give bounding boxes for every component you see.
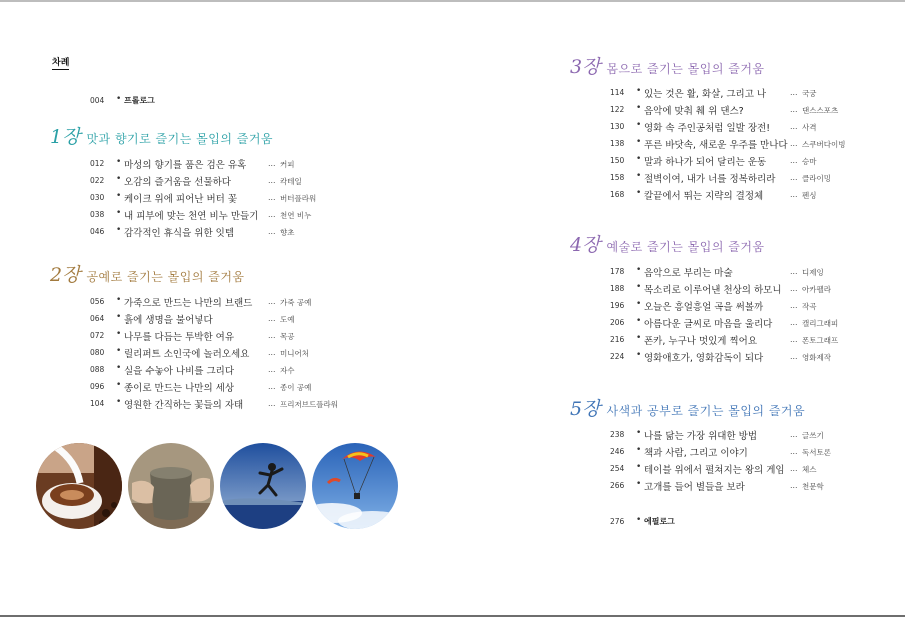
leader: … xyxy=(790,301,798,310)
entry-title: 마성의 향기를 품은 검은 유혹 xyxy=(124,160,247,171)
toc-entry[interactable] xyxy=(610,445,870,459)
chapter-title: 몸으로 즐기는 몰입의 즐거움 xyxy=(606,62,765,76)
bullet: • xyxy=(636,350,642,360)
entry-title: 테이블 위에서 펼쳐지는 왕의 게임 xyxy=(644,465,785,476)
toc-entry[interactable] xyxy=(610,333,870,347)
leader: … xyxy=(790,190,798,199)
entry-title: 프롤로그 xyxy=(124,96,155,105)
page-number: 158 xyxy=(610,173,625,182)
page-number: 030 xyxy=(90,193,105,202)
entry-tag: 버터플라워 xyxy=(280,194,317,203)
page-number: 276 xyxy=(610,517,625,526)
bullet: • xyxy=(116,346,122,356)
epilogue-entry[interactable] xyxy=(610,515,830,529)
leader: … xyxy=(268,382,276,391)
entry-title: 절벽이여, 내가 너를 정복하리라 xyxy=(644,174,776,185)
entry-tag: 목공 xyxy=(280,332,295,341)
bullet: • xyxy=(116,225,122,235)
leader: … xyxy=(790,88,798,97)
page-number: 216 xyxy=(610,335,625,344)
entry-tag: 캘리그래피 xyxy=(802,319,839,328)
toc-entry[interactable] xyxy=(90,174,350,188)
bullet: • xyxy=(636,333,642,343)
entry-tag: 디제잉 xyxy=(802,268,824,277)
entry-tag: 체스 xyxy=(802,465,817,474)
entry-tag: 미니어처 xyxy=(280,349,309,358)
chapter-number: 2장 xyxy=(50,264,81,286)
page-number: 104 xyxy=(90,399,105,408)
chapter-5-heading xyxy=(570,394,805,421)
coffee-photo xyxy=(36,443,122,529)
entry-tag: 영화제작 xyxy=(802,353,831,362)
entry-tag: 천문학 xyxy=(802,482,824,491)
bullet: • xyxy=(116,329,122,339)
chapter-number: 5장 xyxy=(570,398,601,420)
entry-title: 오늘은 흥얼흥얼 곡을 써볼까 xyxy=(644,302,764,313)
entry-title: 흙에 생명을 불어넣다 xyxy=(124,315,213,326)
entry-title: 내 피부에 맞는 천연 비누 만들기 xyxy=(124,211,259,222)
page-number: 138 xyxy=(610,139,625,148)
page-number: 266 xyxy=(610,481,625,490)
toc-entry[interactable] xyxy=(610,137,870,151)
leader: … xyxy=(790,335,798,344)
page-number: 004 xyxy=(90,96,105,105)
bullet: • xyxy=(636,282,642,292)
page-number: 056 xyxy=(90,297,105,306)
entry-title: 영원한 간직하는 꽃들의 자태 xyxy=(124,400,244,411)
entry-tag: 글쓰기 xyxy=(802,431,824,440)
bullet: • xyxy=(636,445,642,455)
leader: … xyxy=(268,399,276,408)
jumping-photo xyxy=(220,443,306,529)
page-number: 022 xyxy=(90,176,105,185)
entry-title: 고개를 들어 별들을 보라 xyxy=(644,482,745,493)
leader: … xyxy=(790,156,798,165)
bullet: • xyxy=(116,380,122,390)
toc-entry[interactable] xyxy=(90,346,350,360)
page-number: 168 xyxy=(610,190,625,199)
toc-entry[interactable] xyxy=(90,225,350,239)
entry-tag: 자수 xyxy=(280,366,295,375)
entry-tag: 승마 xyxy=(802,157,817,166)
bullet: • xyxy=(116,94,122,104)
page-number: 178 xyxy=(610,267,625,276)
toc-entry[interactable] xyxy=(610,479,870,493)
entry-tag: 작곡 xyxy=(802,302,817,311)
leader: … xyxy=(790,430,798,439)
chapter-1-heading xyxy=(50,122,273,149)
entry-title: 에필로그 xyxy=(644,517,675,526)
chapter-title: 예술로 즐기는 몰입의 즐거움 xyxy=(606,240,765,254)
toc-entry[interactable] xyxy=(610,299,870,313)
entry-tag: 천연 비누 xyxy=(280,211,312,220)
prologue-entry[interactable] xyxy=(90,94,310,108)
entry-tag: 프리저브드플라워 xyxy=(280,400,338,409)
toc-entry[interactable] xyxy=(610,120,870,134)
paragliding-photo xyxy=(312,443,398,529)
toc-entry[interactable] xyxy=(610,316,870,330)
leader: … xyxy=(268,176,276,185)
entry-title: 케이크 위에 피어난 버터 꽃 xyxy=(124,194,238,205)
entry-tag: 커피 xyxy=(280,160,295,169)
toc-entry[interactable] xyxy=(610,462,870,476)
toc-entry[interactable] xyxy=(90,295,350,309)
chapter-4-heading xyxy=(570,230,765,257)
toc-entry[interactable] xyxy=(90,208,350,222)
page-number: 130 xyxy=(610,122,625,131)
page-number: 038 xyxy=(90,210,105,219)
entry-tag: 댄스스포츠 xyxy=(802,106,839,115)
entry-tag: 국궁 xyxy=(802,89,817,98)
entry-title: 감각적인 휴식을 위한 잇템 xyxy=(124,228,235,239)
entry-tag: 스쿠버다이빙 xyxy=(802,140,846,149)
entry-title: 음악으로 부리는 마술 xyxy=(644,268,733,279)
entry-tag: 아카펠라 xyxy=(802,285,831,294)
toc-entry[interactable] xyxy=(90,363,350,377)
leader: … xyxy=(790,352,798,361)
bullet: • xyxy=(636,479,642,489)
leader: … xyxy=(790,318,798,327)
leader: … xyxy=(790,447,798,456)
entry-title: 나를 닮는 가장 위대한 방법 xyxy=(644,431,758,442)
page-number: 206 xyxy=(610,318,625,327)
page-number: 224 xyxy=(610,352,625,361)
leader: … xyxy=(268,314,276,323)
entry-tag: 독서토론 xyxy=(802,448,831,457)
page-number: 072 xyxy=(90,331,105,340)
toc-heading: 차례 xyxy=(52,55,69,70)
leader: … xyxy=(268,365,276,374)
bullet: • xyxy=(116,157,122,167)
toc-entry[interactable] xyxy=(90,312,350,326)
toc-entry[interactable] xyxy=(90,380,350,394)
leader: … xyxy=(268,297,276,306)
entry-title: 나무를 다듬는 투박한 여유 xyxy=(124,332,235,343)
bullet: • xyxy=(636,103,642,113)
entry-title: 영화 속 주인공처럼 일발 장전! xyxy=(644,123,771,134)
entry-title: 있는 것은 활, 화살, 그리고 나 xyxy=(644,89,767,100)
page-number: 080 xyxy=(90,348,105,357)
page-number: 088 xyxy=(90,365,105,374)
bullet: • xyxy=(116,174,122,184)
entry-title: 폰카, 누구나 멋있게 찍어요 xyxy=(644,336,758,347)
bullet: • xyxy=(636,171,642,181)
bottom-divider xyxy=(0,615,905,617)
toc-entry[interactable] xyxy=(610,282,870,296)
toc-entry[interactable] xyxy=(610,265,870,279)
bullet: • xyxy=(116,208,122,218)
leader: … xyxy=(268,331,276,340)
entry-title: 칼끝에서 뛰는 지략의 결정체 xyxy=(644,191,764,202)
chapter-number: 4장 xyxy=(570,234,601,256)
toc-entry[interactable] xyxy=(610,103,870,117)
toc-entry[interactable] xyxy=(610,188,870,202)
leader: … xyxy=(790,481,798,490)
leader: … xyxy=(790,122,798,131)
leader: … xyxy=(790,267,798,276)
chapter-title: 맛과 향기로 즐기는 몰입의 즐거움 xyxy=(86,132,274,146)
bullet: • xyxy=(116,191,122,201)
page-number: 188 xyxy=(610,284,625,293)
leader: … xyxy=(790,139,798,148)
entry-tag: 향초 xyxy=(280,228,295,237)
entry-title: 실을 수놓아 나비를 그리다 xyxy=(124,366,235,377)
page-number: 114 xyxy=(610,88,625,97)
chapter-number: 1장 xyxy=(50,126,81,148)
entry-title: 말과 하나가 되어 달리는 운동 xyxy=(644,157,767,168)
page-number: 064 xyxy=(90,314,105,323)
bullet: • xyxy=(636,265,642,275)
bullet: • xyxy=(636,462,642,472)
page-number: 238 xyxy=(610,430,625,439)
page-number: 254 xyxy=(610,464,625,473)
leader: … xyxy=(268,227,276,236)
entry-tag: 칵테일 xyxy=(280,177,302,186)
entry-title: 아름다운 글씨로 마음을 울리다 xyxy=(644,319,773,330)
top-divider xyxy=(0,0,905,2)
entry-title: 푸른 바닷속, 새로운 우주를 만나다 xyxy=(644,140,788,151)
chapter-3-heading xyxy=(570,52,765,79)
page-number: 122 xyxy=(610,105,625,114)
pottery-photo xyxy=(128,443,214,529)
entry-title: 가죽으로 만드는 나만의 브랜드 xyxy=(124,298,253,309)
page-number: 196 xyxy=(610,301,625,310)
page-number: 012 xyxy=(90,159,105,168)
chapter-number: 3장 xyxy=(570,56,601,78)
toc-entry[interactable] xyxy=(610,171,870,185)
toc-entry[interactable] xyxy=(90,157,350,171)
bullet: • xyxy=(116,363,122,373)
bullet: • xyxy=(636,316,642,326)
leader: … xyxy=(790,284,798,293)
toc-entry[interactable] xyxy=(90,397,350,411)
chapter-title: 공예로 즐기는 몰입의 즐거움 xyxy=(86,270,245,284)
bullet: • xyxy=(636,120,642,130)
bullet: • xyxy=(636,188,642,198)
toc-entry[interactable] xyxy=(610,350,870,364)
leader: … xyxy=(790,464,798,473)
entry-title: 책과 사람, 그리고 이야기 xyxy=(644,448,748,459)
entry-tag: 사격 xyxy=(802,123,817,132)
bullet: • xyxy=(636,428,642,438)
entry-title: 음악에 맞춰 췌 위 댄스? xyxy=(644,106,744,117)
bullet: • xyxy=(116,397,122,407)
entry-title: 릴리퍼트 소인국에 놀러오세요 xyxy=(124,349,250,360)
entry-tag: 가죽 공예 xyxy=(280,298,312,307)
entry-tag: 폰토그래프 xyxy=(802,336,839,345)
leader: … xyxy=(790,173,798,182)
bullet: • xyxy=(636,154,642,164)
page-number: 096 xyxy=(90,382,105,391)
entry-title: 종이로 만드는 나만의 세상 xyxy=(124,383,235,394)
page-number: 046 xyxy=(90,227,105,236)
toc-entry[interactable] xyxy=(610,154,870,168)
entry-tag: 펜싱 xyxy=(802,191,817,200)
leader: … xyxy=(268,210,276,219)
bullet: • xyxy=(636,137,642,147)
toc-entry[interactable] xyxy=(610,86,870,100)
bullet: • xyxy=(116,295,122,305)
bullet: • xyxy=(636,86,642,96)
bullet: • xyxy=(116,312,122,322)
entry-title: 영화애호가, 영화감독이 되다 xyxy=(644,353,764,364)
leader: … xyxy=(790,105,798,114)
leader: … xyxy=(268,159,276,168)
chapter-title: 사색과 공부로 즐기는 몰입의 즐거움 xyxy=(606,404,806,418)
chapter-2-heading xyxy=(50,260,245,287)
entry-tag: 클라이밍 xyxy=(802,174,831,183)
toc-entry[interactable] xyxy=(90,191,350,205)
bullet: • xyxy=(636,515,642,525)
entry-title: 목소리로 이루어낸 천상의 하모니 xyxy=(644,285,782,296)
page-number: 150 xyxy=(610,156,625,165)
entry-tag: 종이 공예 xyxy=(280,383,312,392)
leader: … xyxy=(268,348,276,357)
leader: … xyxy=(268,193,276,202)
entry-tag: 도예 xyxy=(280,315,295,324)
page-number: 246 xyxy=(610,447,625,456)
bullet: • xyxy=(636,299,642,309)
toc-entry[interactable] xyxy=(90,329,350,343)
toc-entry[interactable] xyxy=(610,428,870,442)
entry-title: 오감의 즐거움을 선물하다 xyxy=(124,177,231,188)
